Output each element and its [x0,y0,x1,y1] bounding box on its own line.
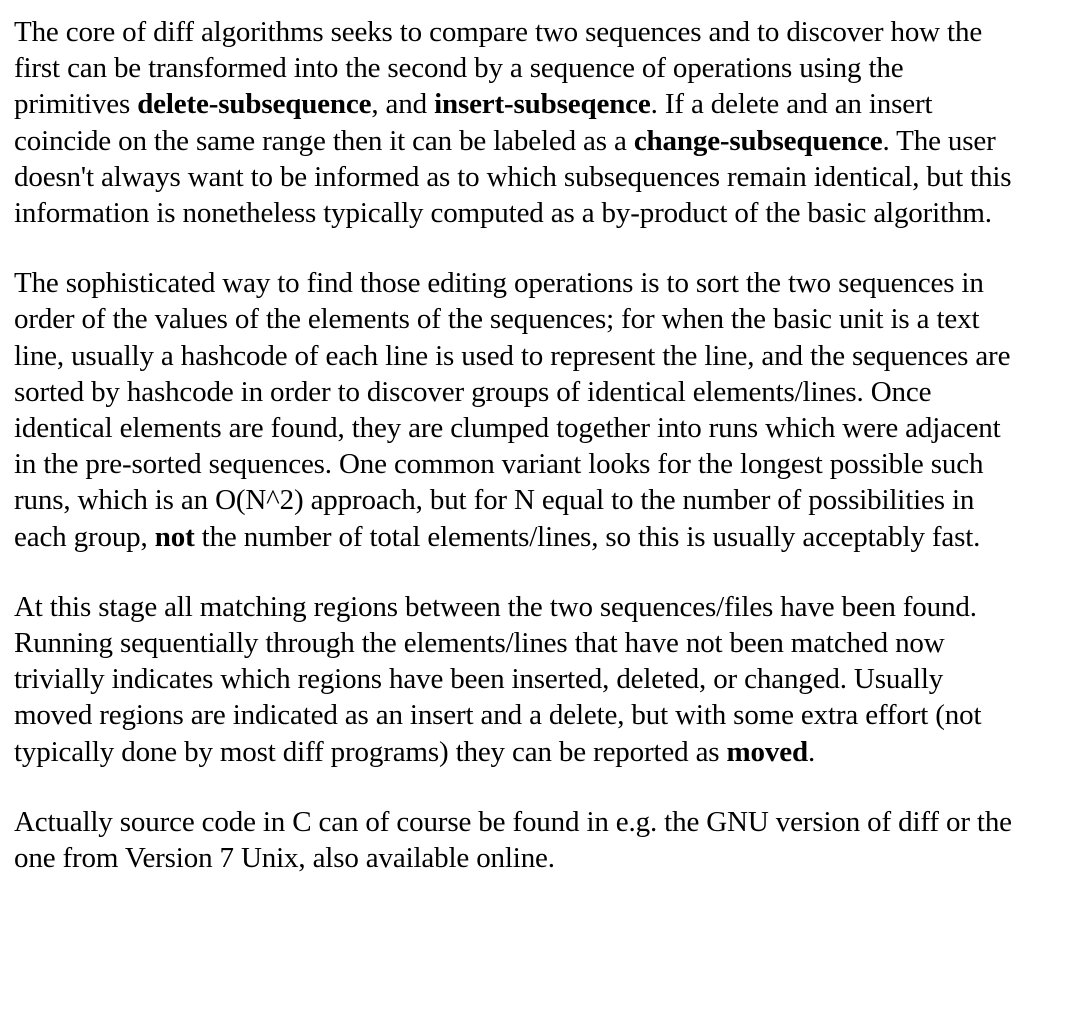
text-run: Actually source code in C can of course be found in e.g. the GNU version of diff or the one from Version 7 Unix, also available online. [14,805,1012,875]
text-run: , and [371,88,435,121]
term-moved: moved [726,735,808,768]
text-run: the number of total elements/lines, so this is usually acceptably fast. [194,520,981,553]
text-run: . The user doesn't always want to be informed as to which subsequences remain identical, but this information is nonetheless typically computed as a by-product of the basic algorithm. [14,124,1012,230]
text-run: The core of diff algorithms seeks to compare two sequences and to discover how the first can be transformed into the second by a sequence of operations using the primitives [14,16,983,121]
term-insert-subsequence: insert-subseqence [434,88,651,121]
paragraph-matching-regions [14,589,1014,770]
paragraph-sorting-method [14,265,1014,555]
article-body [14,14,1014,876]
term-change-subsequence: change-subsequence [633,124,883,157]
text-run: At this stage all matching regions between the two sequences/files have been found. Running sequentially through the elements/lines that have not been matched now trivially indicates which regions have been inserted, deleted, or changed. Usually moved regions are indicated as an insert and a delete, but with some extra effort (not typically done by most diff programs) they can be reported as [14,590,982,768]
paragraph-diff-core [14,14,1014,231]
text-run: . [807,735,816,768]
text-run: . If a delete and an insert coincide on the same range then it can be labeled as a [14,88,933,157]
text-run: The sophisticated way to find those editing operations is to sort the two sequences in order of the values of the elements of the sequences; for when the basic unit is a text line, usually a hashcode of each line is used to represent the line, and the sequences are sorted by hashcode in order to discover groups of identical elements/lines. Once identical elements are found, they are clumped together into runs which were adjacent in the pre-sorted sequences. One common variant looks for the longest possible such runs, which is an O(N^2) approach, but for N equal to the number of possibilities in each group, [14,267,1011,553]
emphasis-not: not [154,520,195,553]
term-delete-subsequence: delete-subsequence [137,88,372,121]
paragraph-source-code [14,804,1014,876]
